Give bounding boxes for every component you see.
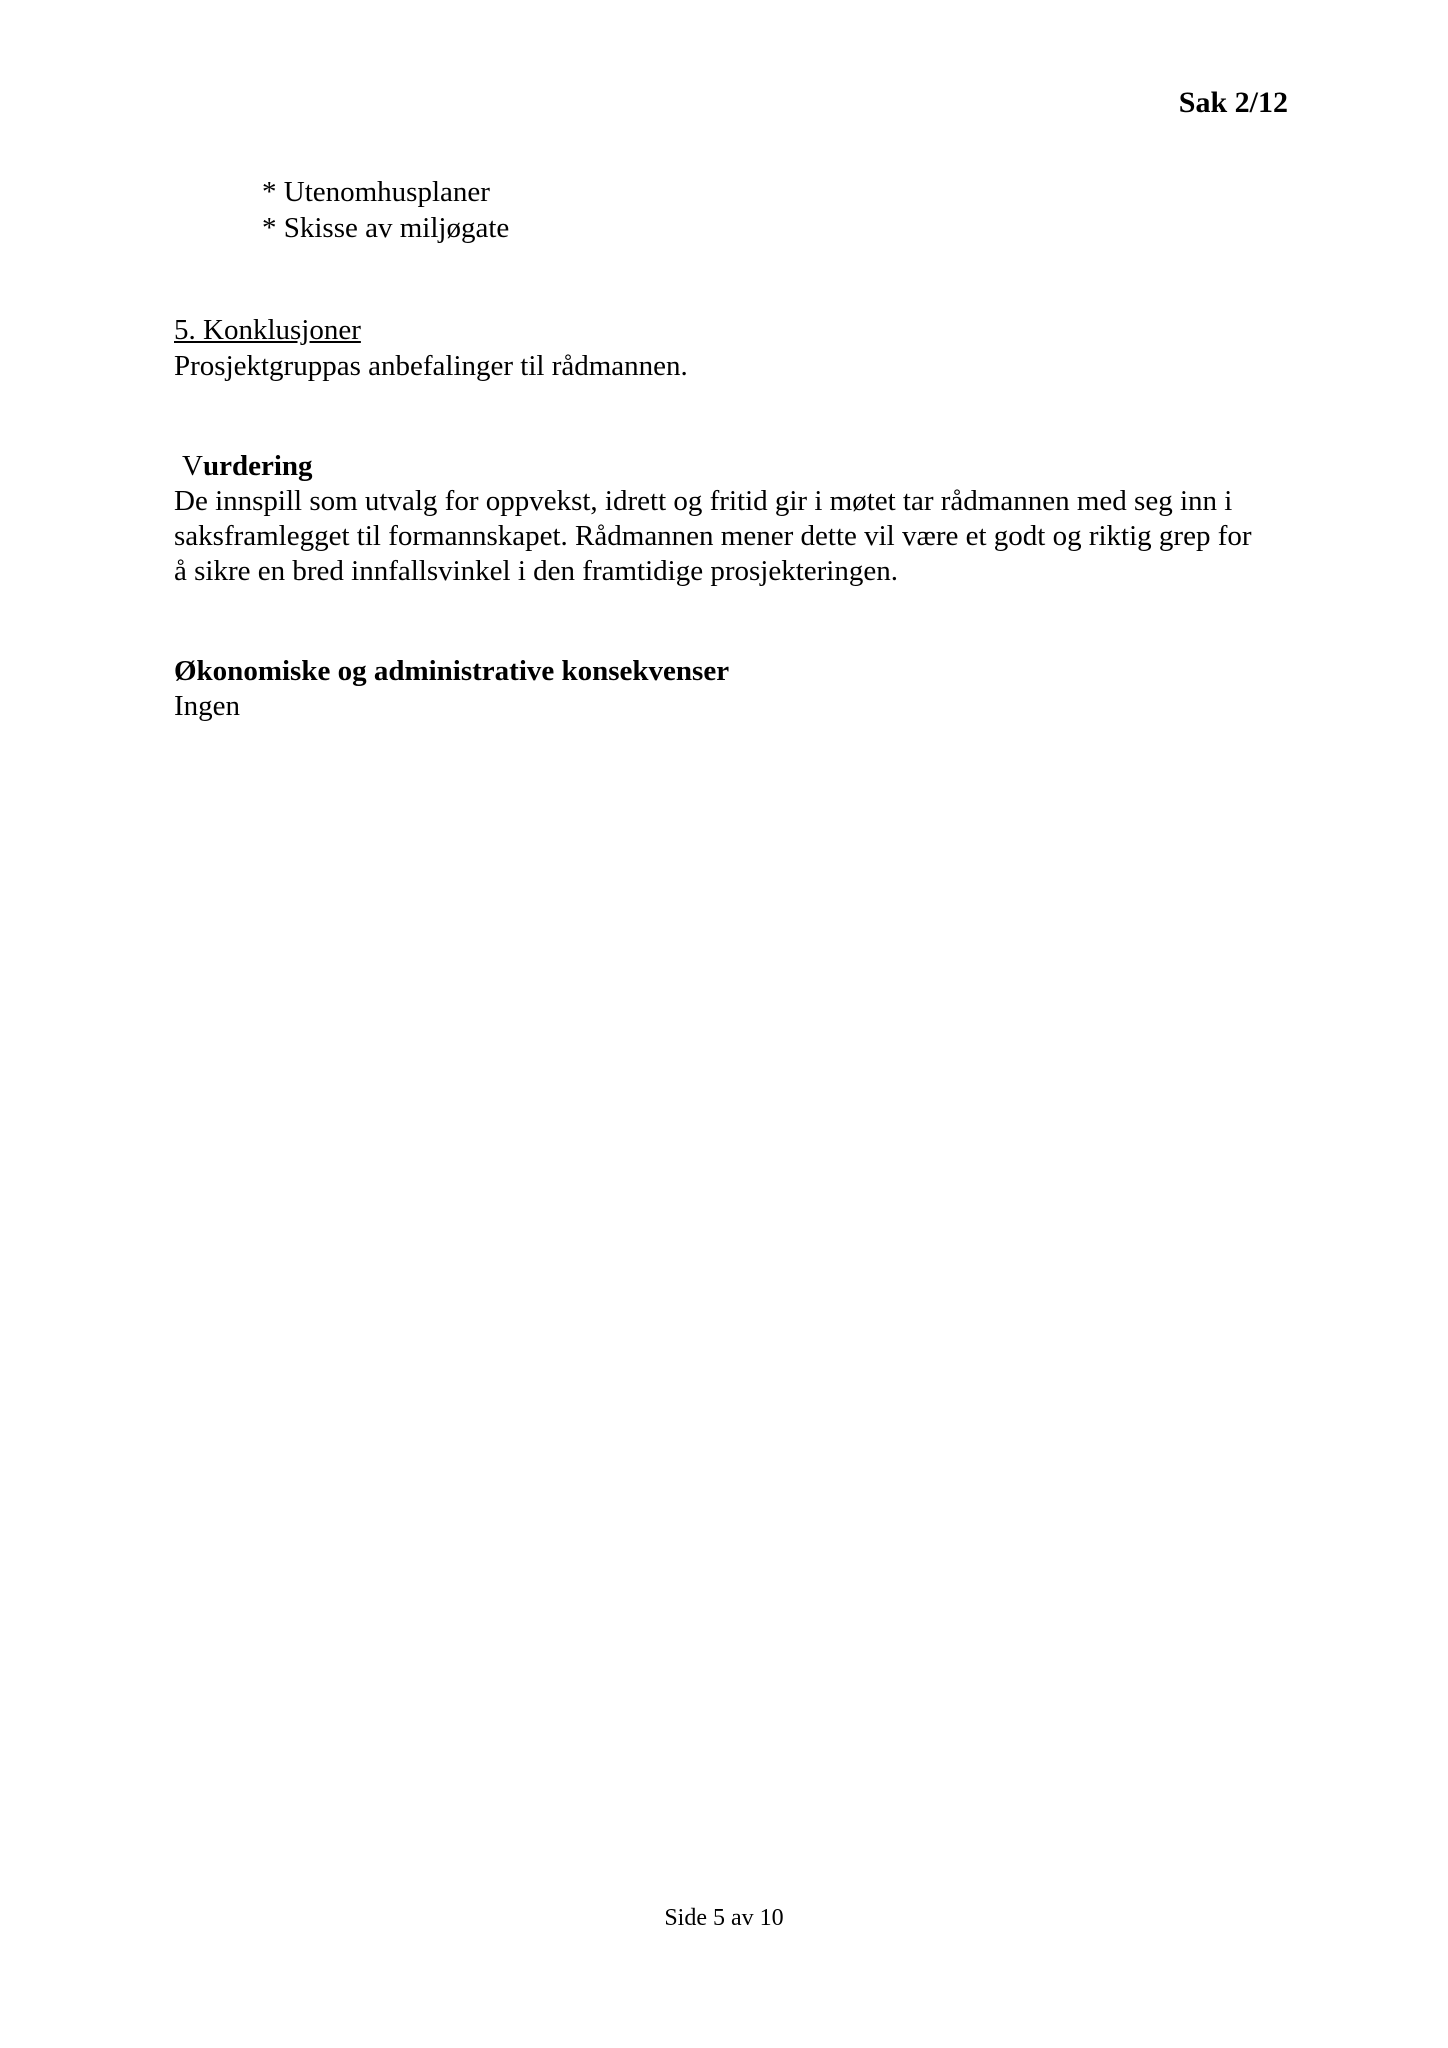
consequences-section: [174, 654, 729, 724]
assessment-heading-initial: V: [182, 450, 203, 482]
assessment-section: [174, 449, 1252, 589]
page-number: Side 5 av 10: [664, 1905, 784, 1931]
consequences-text: Ingen: [174, 690, 241, 722]
consequences-heading: Økonomiske og administrative konsekvenser: [174, 655, 730, 687]
conclusions-heading: 5. Konklusjoner: [174, 314, 361, 346]
assessment-line: å sikre en bred innfallsvinkel i den framtidige prosjekteringen.: [174, 555, 898, 587]
attachment-list: [262, 174, 509, 246]
assessment-heading: [174, 449, 1252, 484]
case-number: Sak 2/12: [1178, 86, 1288, 119]
conclusions-text: Prosjektgruppas anbefalinger til rådmannen.: [174, 350, 688, 382]
assessment-line: saksframlegget til formannskapet. Rådmannen mener dette vil være et godt og riktig grep for: [174, 520, 1252, 552]
assessment-heading-rest: urdering: [202, 450, 313, 482]
list-item: * Skisse av miljøgate: [262, 212, 510, 244]
conclusions-section: [174, 312, 688, 384]
assessment-line: De innspill som utvalg for oppvekst, idrett og fritid gir i møtet tar rådmannen med seg inn i: [174, 485, 1233, 517]
list-item: * Utenomhusplaner: [262, 176, 490, 208]
